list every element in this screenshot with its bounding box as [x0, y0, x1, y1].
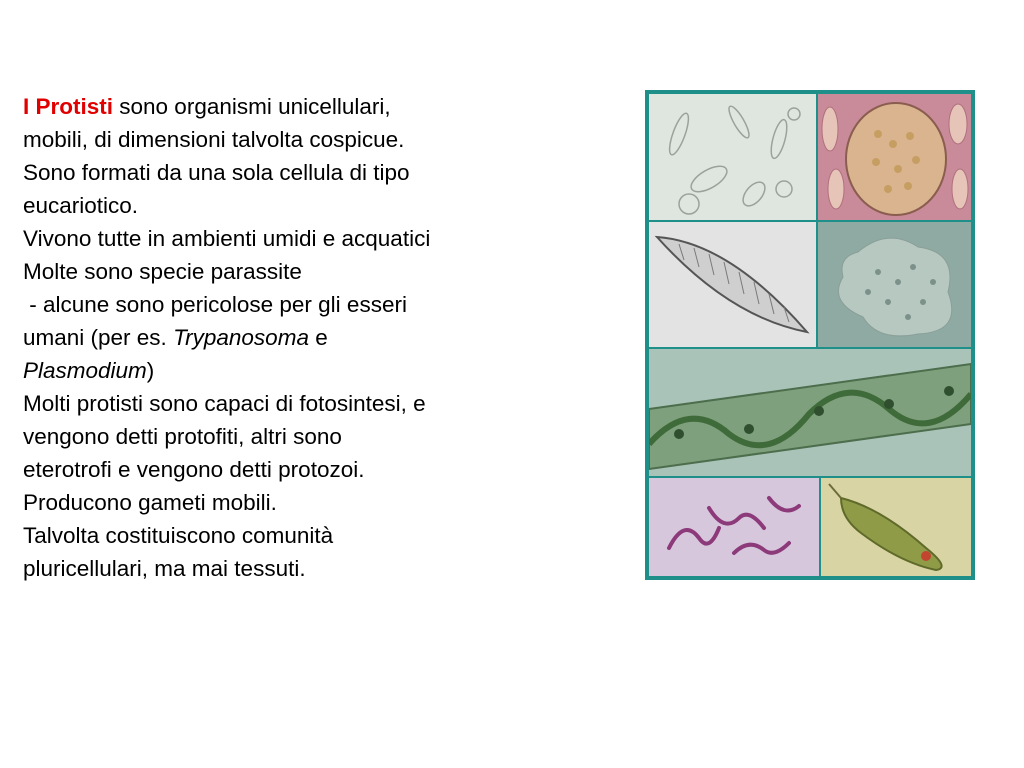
paramecium-micrograph-icon [818, 94, 971, 220]
text-line-7: - alcune sono pericolose per gli esseri [23, 292, 407, 317]
text-line-8 [23, 321, 623, 354]
text-line-3: Sono formati da una sola cellula di tipo [23, 160, 410, 185]
euglena-micrograph-icon [821, 478, 971, 576]
italic-species-name: Plasmodium [23, 358, 147, 383]
text-line-11: vengono detti protofiti, altri sono [23, 424, 342, 449]
text-line-12: eterotrofi e vengono detti protozoi. [23, 457, 365, 482]
amoeba-micrograph-icon [818, 222, 971, 347]
text-fragment: e [308, 325, 328, 350]
text-line-10: Molti protisti sono capaci di fotosintesi, e [23, 391, 426, 416]
pennate-diatom-micrograph-icon [649, 222, 816, 347]
text-line-9 [23, 354, 623, 387]
text-fragment: sono organismi unicellulari, [113, 94, 391, 119]
spirogyra-filament-micrograph-icon [649, 349, 971, 476]
text-fragment: ) [146, 358, 155, 383]
micrograph-collage [645, 90, 975, 580]
text-line-5: Vivono tutte in ambienti umidi e acquatici [23, 226, 431, 251]
text-line-4: eucariotico. [23, 193, 139, 218]
italic-species-name: Trypanosoma [173, 325, 309, 350]
text-line-6: Molte sono specie parassite [23, 259, 302, 284]
text-fragment: umani (per es. [23, 325, 174, 350]
text-line-14: Talvolta costituiscono comunità [23, 523, 334, 548]
body-text [23, 90, 623, 585]
diatoms-micrograph-icon [649, 94, 816, 220]
text-line-1 [23, 90, 623, 123]
text-line-13: Producono gameti mobili. [23, 490, 277, 515]
trypanosoma-micrograph-icon [649, 478, 819, 576]
protisti-heading: I Protisti [23, 94, 114, 119]
text-line-2: mobili, di dimensioni talvolta cospicue. [23, 127, 405, 152]
text-line-15: pluricellulari, ma mai tessuti. [23, 556, 306, 581]
